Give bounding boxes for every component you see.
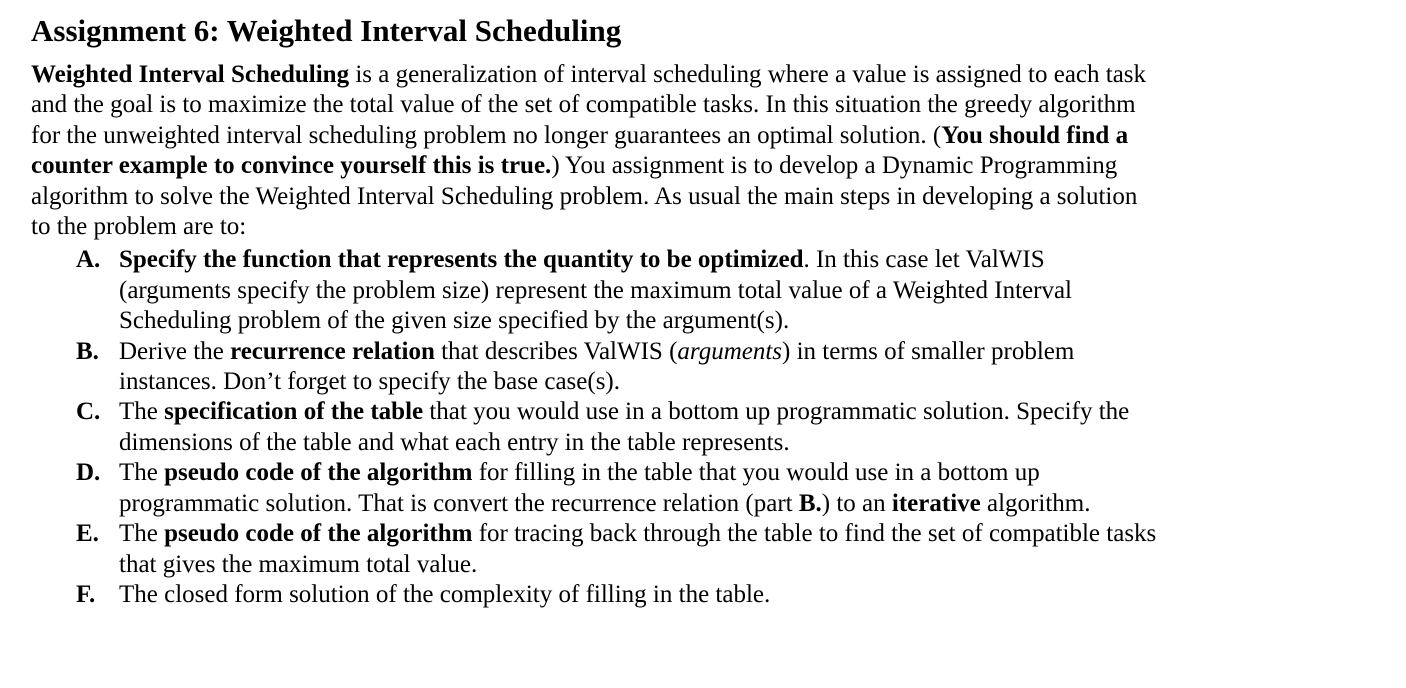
step-c-line-2: dimensions of the table and what each entry in the table represents.: [119, 428, 790, 456]
intro-paragraph: [31, 60, 1386, 242]
step-c: [31, 397, 1386, 458]
intro-line-4-text: ) You assignment is to develop a Dynamic Programming: [551, 152, 1118, 180]
step-marker: A.: [76, 246, 101, 274]
intro-line-1-text: is a generalization of interval scheduling where a value is assigned to each task: [349, 61, 1147, 88]
step-marker: B.: [76, 337, 99, 365]
step-d-line-1: [119, 458, 1386, 488]
step-c-heading: specification of the table: [164, 398, 424, 426]
step-f: [31, 580, 1386, 610]
step-d-iterative: iterative: [891, 489, 981, 517]
counter-example-note-part-2: counter example to convince yourself this is true.: [31, 152, 552, 180]
step-marker: D.: [76, 459, 101, 487]
step-b-line-1: [119, 337, 1386, 367]
step-c-text-rest: that you would use in a bottom up programmatic solution. Specify the: [423, 398, 1130, 426]
step-a-line-2: (arguments specify the problem size) represent the maximum total value of a Weighted Interval: [119, 276, 1072, 304]
step-d-text-b: programmatic solution. That is convert the recurrence relation (part: [119, 489, 799, 517]
step-b-line-2: instances. Don’t forget to specify the base case(s).: [119, 368, 621, 396]
step-c-text-a: The: [119, 398, 165, 426]
step-d-text-a: The: [119, 459, 165, 487]
step-e-text-rest: for tracing back through the table to find the set of compatible tasks: [472, 520, 1157, 548]
term-weighted-interval-scheduling: Weighted Interval Scheduling: [31, 61, 350, 88]
step-d-text-d: algorithm.: [980, 489, 1091, 517]
step-a-line-1-text: . In this case let ValWIS: [803, 246, 1045, 274]
intro-line-3: [31, 121, 1386, 151]
step-e-line-1: [119, 519, 1386, 549]
step-f-line-1: The closed form solution of the complexity of filling in the table.: [119, 580, 771, 608]
step-marker: E.: [76, 520, 99, 548]
step-b-heading: recurrence relation: [230, 337, 435, 365]
step-a: [31, 245, 1386, 336]
step-a-line-1: [119, 245, 1386, 275]
step-a-line-3: Scheduling problem of the given size specified by the argument(s).: [119, 307, 790, 335]
step-a-heading: Specify the function that represents the quantity to be optimized: [119, 246, 804, 274]
step-marker: F.: [76, 580, 96, 608]
intro-line-5: algorithm to solve the Weighted Interval Scheduling problem. As usual the main steps in developing a solution: [31, 182, 1138, 210]
step-b-text-c: ) in terms of smaller problem: [782, 337, 1075, 365]
page-title: Assignment 6: Weighted Interval Scheduling: [31, 13, 622, 48]
intro-line-2: and the goal is to maximize the total value of the set of compatible tasks. In this situation the greedy algorithm: [31, 91, 1136, 119]
step-c-line-1: [119, 397, 1386, 427]
step-d-text-c: ) to an: [821, 489, 892, 517]
intro-line-3-text: for the unweighted interval scheduling problem no longer guarantees an optimal solution. (: [31, 121, 942, 149]
step-e-text-a: The: [119, 520, 165, 548]
steps-list: [31, 245, 1386, 610]
step-e-line-2: that gives the maximum total value.: [119, 550, 478, 578]
counter-example-note-part-1: You should find a: [941, 121, 1129, 149]
intro-line-6: to the problem are to:: [31, 213, 247, 241]
intro-line-4: [31, 151, 1386, 181]
step-d-text-rest: for filling in the table that you would use in a bottom up: [472, 459, 1040, 487]
step-e-heading: pseudo code of the algorithm: [164, 520, 473, 548]
step-d: [31, 458, 1386, 519]
step-b-text-a: Derive the: [119, 337, 231, 365]
step-b: [31, 337, 1386, 398]
step-e: [31, 519, 1386, 580]
step-b-arguments: arguments: [677, 337, 783, 365]
step-b-text-b: that describes ValWIS (: [434, 337, 678, 365]
step-marker: C.: [76, 398, 101, 426]
step-d-part-ref: B.: [798, 489, 822, 517]
step-d-heading: pseudo code of the algorithm: [164, 459, 473, 487]
step-d-line-2: [119, 489, 1386, 519]
intro-line-1: [31, 60, 1386, 90]
